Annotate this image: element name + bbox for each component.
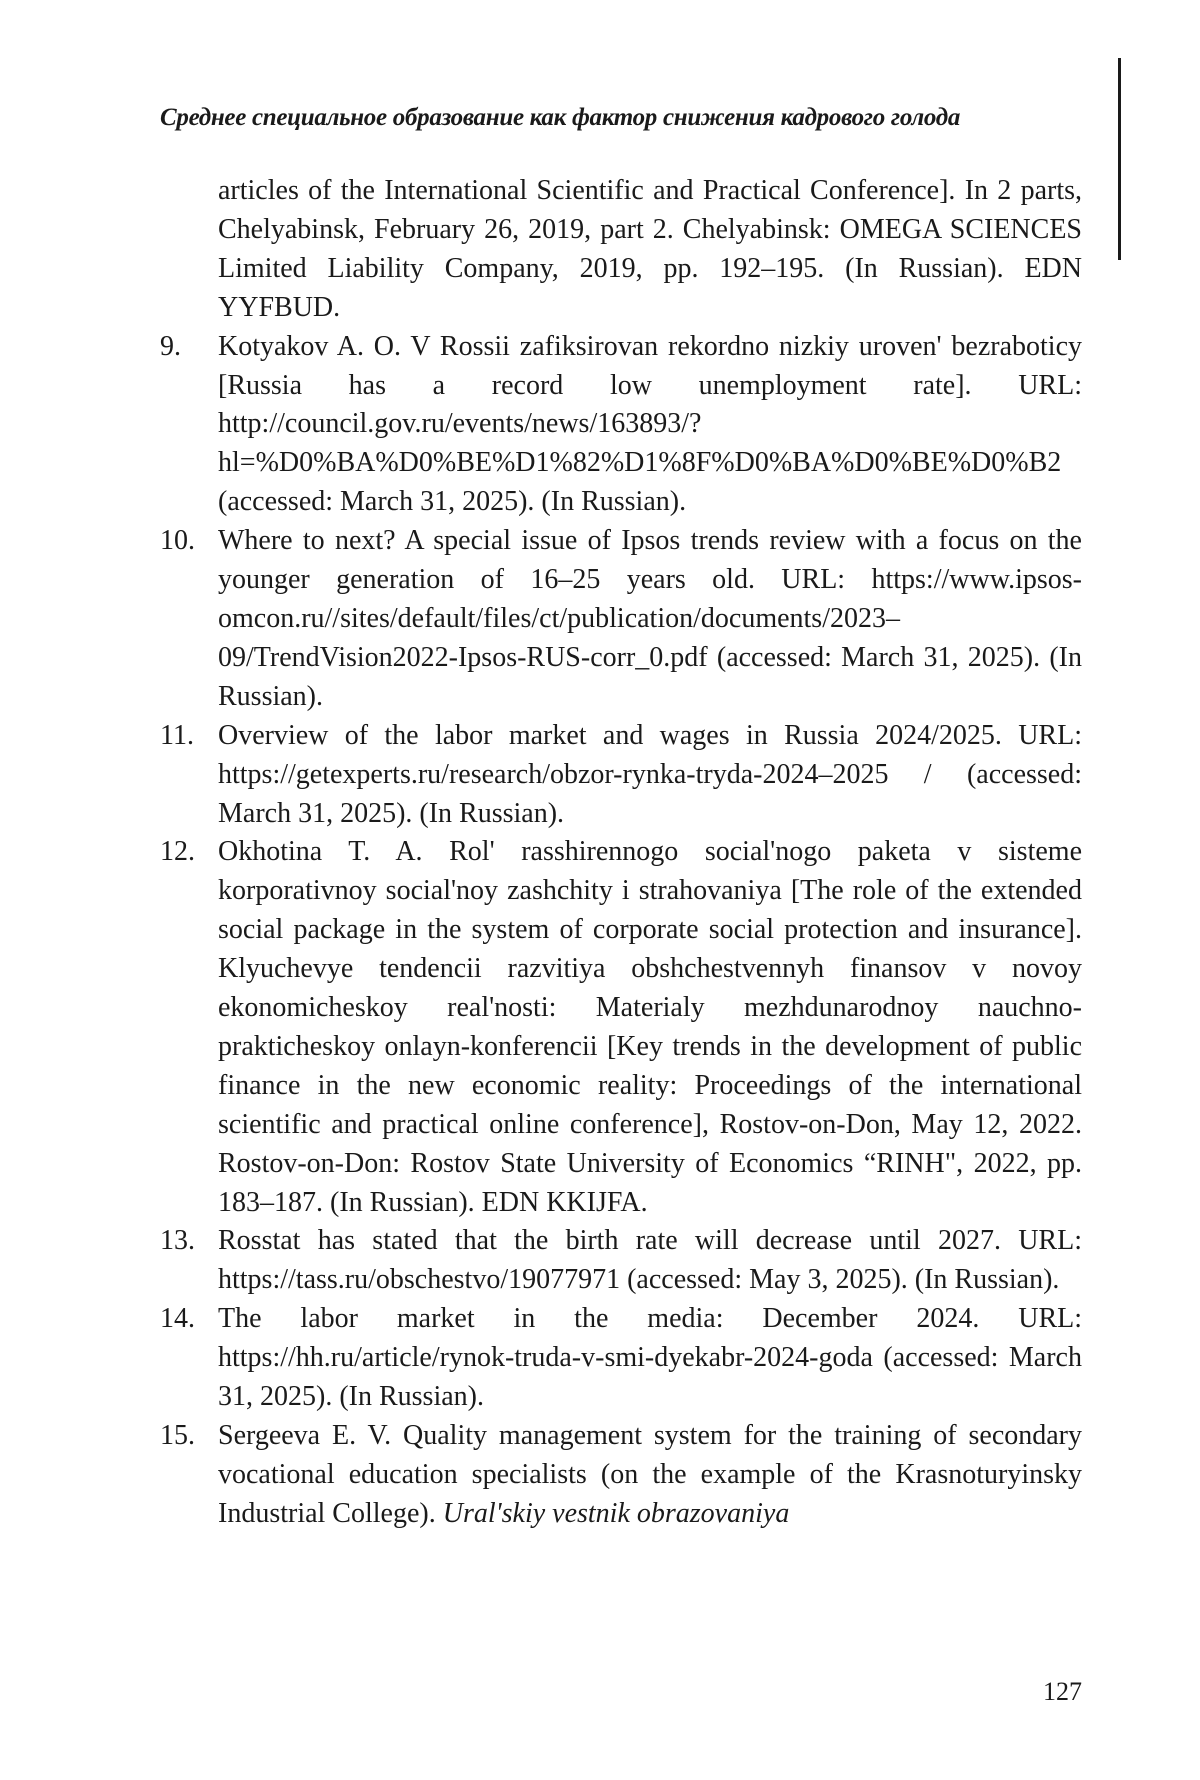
reference-number: 15. (160, 1420, 195, 1451)
reference-text: Kotyakov A. O. V Rossii zafiksirovan rekordno nizkiy uroven' bezraboticy [Russia has a record low unemployment rate]. URL: http://council.gov.ru/events/news/163893/?hl=%D0%BA%D0%BE%D1%82%D1%8F%D0%BA%D0%BE%D0%B2 (accessed: March 31, 2025). (In Russian). (218, 330, 1082, 518)
reference-text: Where to next? A special issue of Ipsos trends review with a focus on the younger generation of 16–25 years old. URL: https://www.ipsos-omcon.ru//sites/default/files/ct/publication/documents/2023–09/TrendVision2022-Ipsos-RUS-corr_0.pdf (accessed: March 31, 2025). (In Russian). (218, 525, 1082, 712)
reference-item (160, 717, 1082, 834)
reference-item (160, 522, 1082, 717)
reference-number: 12. (160, 836, 195, 868)
page-number: 127 (1043, 1677, 1082, 1706)
reference-number: 11. (160, 719, 194, 751)
reference-item (160, 1417, 1082, 1534)
reference-number: 14. (160, 1303, 195, 1335)
reference-text (218, 1417, 1082, 1534)
reference-item (160, 328, 1082, 523)
reference-number: 9. (160, 330, 181, 362)
reference-text: Okhotina T. A. Rol' rasshirennogo social'nogo paketa v sisteme korporativnoy social'noy zashchity i strahovaniya [The role of the extended social package in the system of corporate social protection and insurance]. Klyuchevye tendencii razvitiya obshchestvennyh finansov v novoy ekonomicheskoy real'nosti: Materialy mezhdunarodnoy nauchno-prakticheskoy onlayn-konferencii [Key trends in the development of public finance in the new economic reality: Proceedings of the international scientific and practical online conference], Rostov-on-Don, May 12, 2022. Rostov-on-Don: Rostov State University of Economics “RINH", 2022, pp. 183–187. (In Russian). EDN KKIJFA. (218, 836, 1082, 1218)
margin-rule (1118, 58, 1121, 260)
reference-item (160, 833, 1082, 1222)
reference-text: Rosstat has stated that the birth rate will decrease until 2027. URL: https://tass.ru/obschestvo/19077971 (accessed: May 3, 2025). (In Russian). (218, 1225, 1082, 1296)
reference-number: 13. (160, 1225, 195, 1257)
reference-number (160, 172, 218, 328)
reference-list (160, 172, 1082, 1534)
reference-item (160, 1300, 1082, 1417)
journal-title: Ural'skiy vestnik obrazovaniya (442, 1497, 790, 1529)
reference-text: Overview of the labor market and wages in Russia 2024/2025. URL: https://getexperts.ru/research/obzor-rynka-tryda-2024–2025 / (accessed: March 31, 2025). (In Russian). (218, 719, 1082, 829)
reference-text: articles of the International Scientific and Practical Conference]. In 2 parts, Chelyabinsk, February 26, 2019, part 2. Chelyabinsk: OMEGA SCIENCES Limited Liability Company, 2019, pp. 192–195. (In Russian). EDN YYFBUD. (218, 175, 1082, 323)
reference-text-body: Sergeeva E. V. Quality management system for the training of secondary vocational education specialists (on the example of the Krasnoturyinsky Industrial College). (218, 1420, 1082, 1529)
running-head: Среднее специальное образование как фактор снижения кадрового голода (160, 104, 961, 131)
reference-number: 10. (160, 525, 195, 557)
reference-item (160, 1222, 1082, 1300)
reference-item (160, 172, 1082, 328)
reference-text: The labor market in the media: December 2024. URL: https://hh.ru/article/rynok-truda-v-smi-dyekabr-2024-goda (accessed: March 31, 2025). (In Russian). (218, 1303, 1082, 1413)
